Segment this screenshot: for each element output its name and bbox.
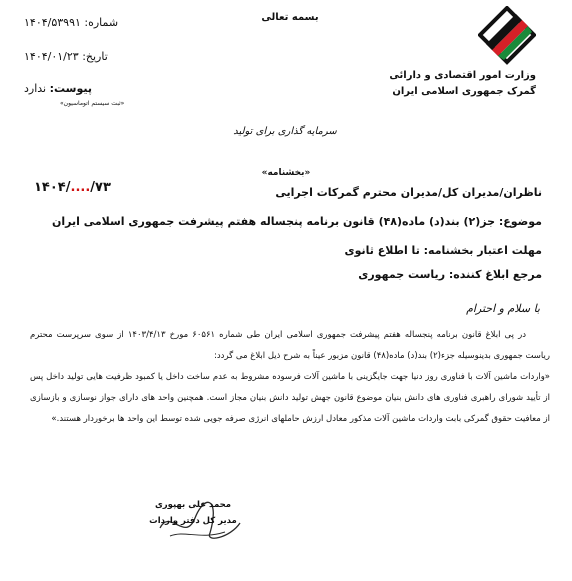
greeting: با سلام و احترام bbox=[466, 302, 540, 315]
validity-line: مهلت اعتبار بخشنامه: تا اطلاع ثانوی bbox=[344, 244, 542, 257]
signatory-name: محمد علی بهپوری bbox=[154, 500, 232, 510]
body-text bbox=[30, 325, 550, 430]
customs-logo-icon bbox=[478, 6, 536, 66]
number-label: شماره: bbox=[84, 16, 119, 29]
circular-number-prefix: ۱۴۰۴/ bbox=[34, 180, 71, 195]
date-value: ۱۴۰۴/۰۱/۲۳ bbox=[24, 50, 79, 63]
recipients-line: ناظران/مدیران کل/مدیران محترم گمرکات اجرایی bbox=[275, 186, 542, 199]
system-note: «ثبت سیستم اتوماسیون» bbox=[60, 100, 125, 107]
body-quote: «واردات ماشین آلات با فناوری روز دنیا جهت جایگزینی با ماشین آلات فرسوده مشروط به عدم ساخت داخل یا کمبود ظرفیت هایی تولید داخل پس از تأیید شورای راهبری فناوری های دانش بنیان موضوع قانون جهش تولید دانش بنیان مجاز است. همچنین واحد های دارای جواز نوسازی و بازسازی از معافیت حقوق گمرکی بابت واردات ماشین آلات مذکور معادل ارزش حاملهای انرژی صرفه جویی شده توسط این واحد ها برخوردار هستند.» bbox=[30, 372, 550, 424]
subject-line: موضوع: جز(۲) بند(د) ماده(۴۸) قانون برنامه پنجساله هفتم پیشرفت جمهوری اسلامی ایران bbox=[51, 215, 542, 228]
authority-line: مرجع ابلاغ کننده: ریاست جمهوری bbox=[358, 268, 542, 281]
basmala-heading: بسمه تعالی bbox=[261, 12, 319, 23]
signatory-title: مدیر کل دفتر واردات bbox=[149, 516, 237, 526]
date-label: تاریخ: bbox=[82, 50, 108, 63]
circular-number-suffix: /۷۳ bbox=[90, 180, 111, 195]
slogan: سرمایه گذاری برای تولید bbox=[233, 126, 337, 137]
letter-attachment bbox=[24, 82, 92, 95]
attachment-value: ندارد bbox=[24, 82, 47, 95]
circular-title: «بخشنامه» bbox=[261, 168, 311, 178]
org-name-ministry: وزارت امور اقتصادی و دارائی bbox=[389, 70, 536, 81]
number-value: ۱۴۰۴/۵۳۹۹۱ bbox=[24, 16, 81, 29]
letter-number bbox=[24, 16, 118, 29]
circular-number-dots: .... bbox=[70, 180, 91, 195]
attachment-label: پیوست: bbox=[49, 82, 92, 95]
org-name-customs: گمرک جمهوری اسلامی ایران bbox=[392, 86, 536, 97]
body-intro: در پی ابلاغ قانون برنامه پنجساله هفتم پیشرفت جمهوری اسلامی ایران طی شماره ۶۰۵۶۱ مورخ ۱۴۰۳/۴/۱۳ از سوی سرپرست محترم ریاست جمهوری بدینوسیله جزء(۲) بند(د) ماده(۴۸) قانون مزبور عیناً به شرح ذیل ابلاغ می گردد: bbox=[30, 330, 550, 361]
letter-date bbox=[24, 50, 108, 63]
circular-number bbox=[34, 180, 111, 195]
